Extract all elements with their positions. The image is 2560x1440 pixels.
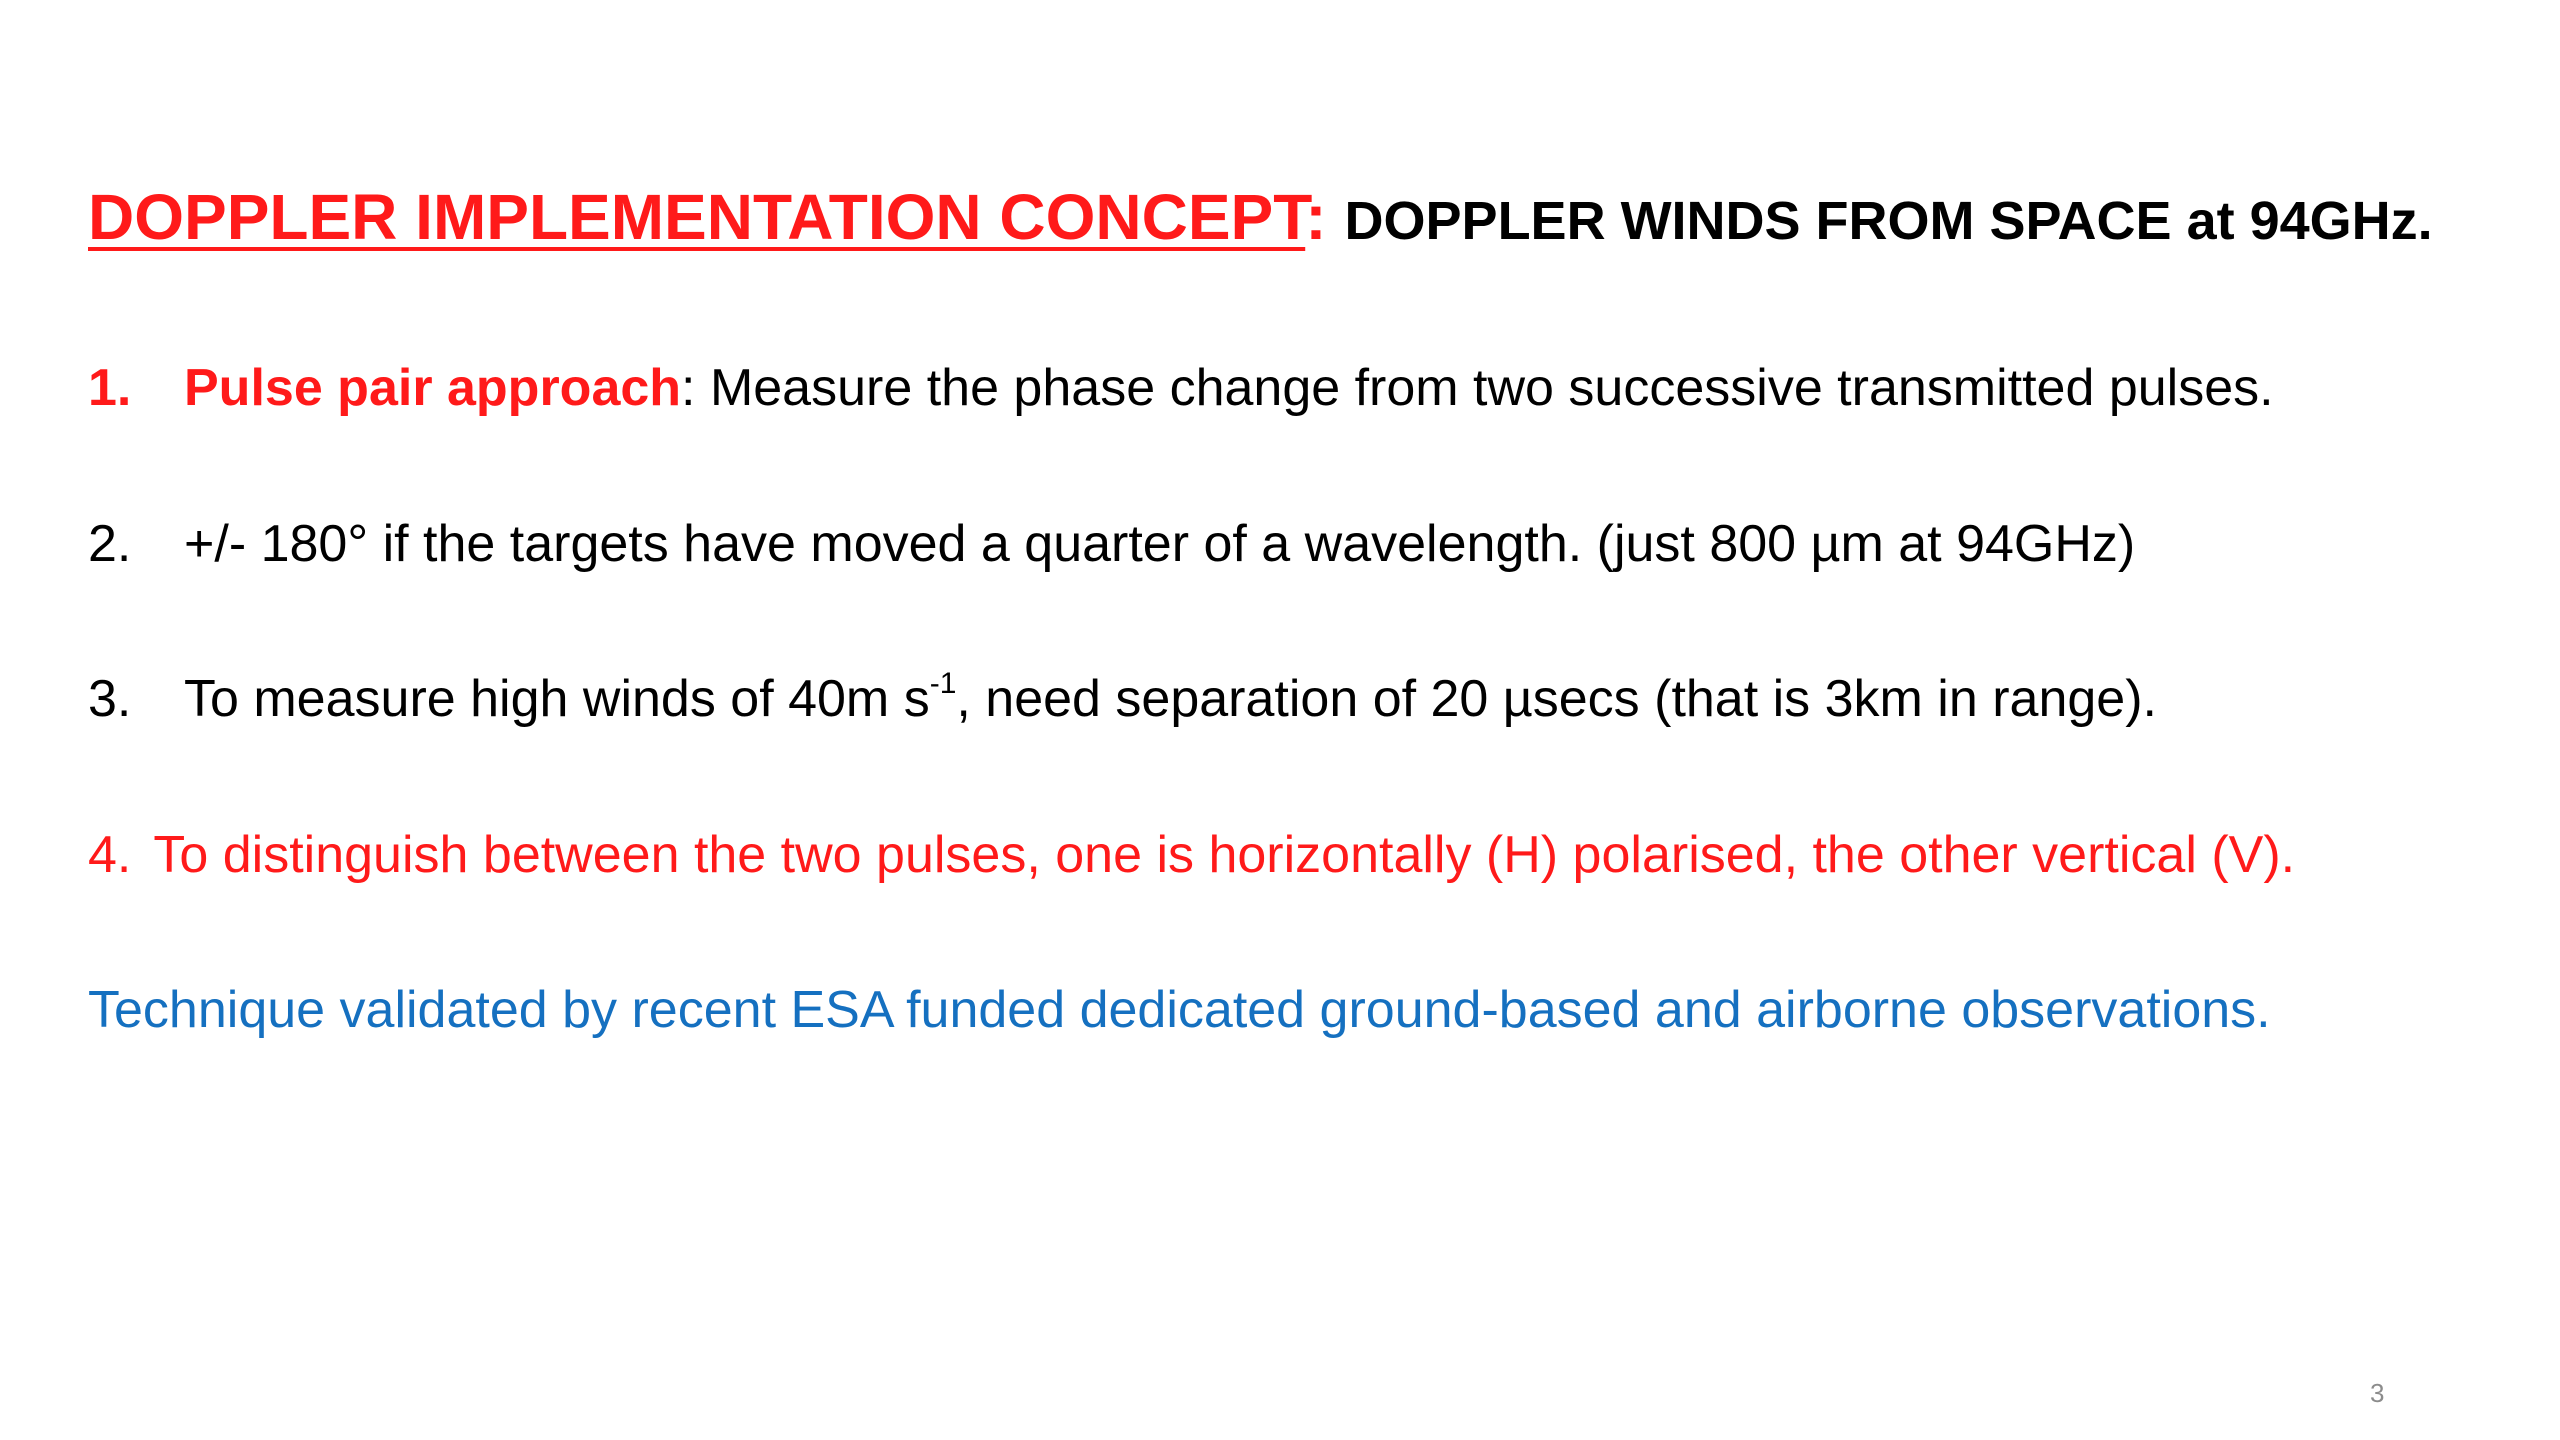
item-text: To distinguish between the two pulses, one is horizontally (H) polarised, the other vertical (V). (153, 826, 2296, 884)
list-item-2 (88, 515, 2136, 573)
item-number: 2. (88, 515, 132, 573)
title-colon: : (1305, 181, 1327, 253)
item-text: : Measure the phase change from two successive transmitted pulses. (681, 359, 2274, 417)
item-text: +/- 180° if the targets have moved a quarter of a wavelength. (just 800 µm at 94GHz) (184, 515, 2136, 573)
item-label: Pulse pair approach (184, 359, 682, 417)
slide-title (88, 181, 2433, 253)
list-item-3 (88, 667, 2157, 728)
list-item-4 (88, 826, 2296, 884)
page-number: 3 (2370, 1378, 2385, 1408)
item-text-after: , need separation of 20 µsecs (that is 3km in range). (956, 670, 2157, 728)
title-main: DOPPLER IMPLEMENTATION CONCEPT (88, 181, 1306, 253)
list-item-1 (88, 359, 2274, 417)
item-number: 1. (88, 359, 132, 417)
item-number: 3. (88, 670, 132, 728)
item-number: 4. (88, 826, 132, 884)
title-subtitle: DOPPLER WINDS FROM SPACE at 94GHz. (1344, 191, 2433, 251)
item-superscript: -1 (929, 667, 957, 700)
item-text-before: To measure high winds of 40m s (184, 670, 930, 728)
validation-note: Technique validated by recent ESA funded dedicated ground-based and airborne observations. (88, 981, 2271, 1039)
